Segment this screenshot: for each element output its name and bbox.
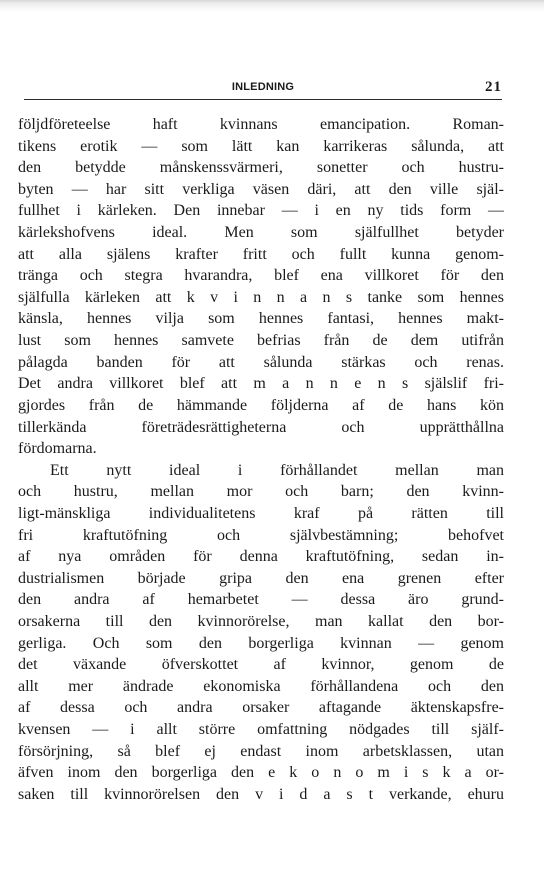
text-line: saken till kvinnorörelsen den v i d a s t verkande, ehuru xyxy=(18,785,504,803)
text-line: äfven inom den borgerliga den e k o n o m i s k a or- xyxy=(18,764,504,782)
text-line: den betydde månskenssvärmeri, sonetter och hustru- xyxy=(18,159,504,177)
text-line: af dessa och andra orsaker aftagande äktenskapsfre- xyxy=(18,699,504,717)
text-line: följdföreteelse haft kvinnans emancipation. Roman- xyxy=(18,116,504,133)
text-line: ligt-mänskliga individualitetens kraf på rätten till xyxy=(18,504,504,522)
text-line: kärlekshofvens ideal. Men som själfullhet betyder xyxy=(18,224,504,242)
text-line: det växande öfverskottet af kvinnor, genom de xyxy=(18,656,504,674)
text-line: tränga och stegra hvarandra, blef ena villkoret för den xyxy=(18,267,504,285)
text-line: känsla, hennes vilja som hennes fantasi, hennes makt- xyxy=(18,310,504,328)
text-line: af nya områden för denna kraftutöfning, sedan in- xyxy=(18,548,504,566)
page-number: 21 xyxy=(485,79,502,95)
text-line: dustrialismen började gripa den ena grenen efter xyxy=(18,569,504,587)
text-line: Ett nytt ideal i förhållandet mellan man xyxy=(50,461,504,479)
text-line: fri kraftutöfning och självbestämning; behofvet xyxy=(18,526,504,544)
text-line: lust som hennes samvete befrias från de dem utifrån xyxy=(18,332,504,350)
text-line: allt mer ändrade ekonomiska förhållandena och den xyxy=(18,677,504,695)
text-line: tikens erotik — som lätt kan karrikeras sålunda, att xyxy=(18,137,504,155)
text-line: kvensen — i allt större omfattning nödgades till själf- xyxy=(18,721,504,739)
text-line: försörjning, så blef ej endast inom arbetsklassen, utan xyxy=(18,742,504,760)
text-line: byten — har sitt verkliga väsen däri, att den ville själ- xyxy=(18,180,504,198)
scan-edge-shadow xyxy=(0,0,544,14)
text-line: Det andra villkoret blef att m a n n e n s själslif fri- xyxy=(18,375,504,393)
text-line: att alla själens krafter fritt och fullt kunna genom- xyxy=(18,245,504,263)
text-line: fördomarna. xyxy=(18,440,97,458)
text-line: den andra af hemarbetet — dessa äro grund- xyxy=(18,591,504,609)
text-line: gerliga. Och som den borgerliga kvinnan — genom xyxy=(18,634,504,652)
header-rule xyxy=(24,99,502,100)
text-line: tillerkända företrädesrättigheterna och upprätthållna xyxy=(18,418,504,436)
text-line: orsakerna till den kvinnorörelse, man kallat den bor- xyxy=(18,613,504,631)
text-line: fullhet i kärleken. Den innebar — i en ny tids form — xyxy=(18,202,504,220)
body-text xyxy=(18,114,504,806)
text-line: pålagda banden för att sålunda stärkas och renas. xyxy=(18,353,504,371)
running-header-title: INLEDNING xyxy=(231,81,295,93)
text-line: själfulla kärleken att k v i n n a n s tanke som hennes xyxy=(18,288,504,306)
running-header xyxy=(24,80,502,98)
text-line: gjordes från de hämmande följderna af de hans kön xyxy=(18,396,504,414)
text-line: och hustru, mellan mor och barn; den kvinn- xyxy=(18,483,504,501)
